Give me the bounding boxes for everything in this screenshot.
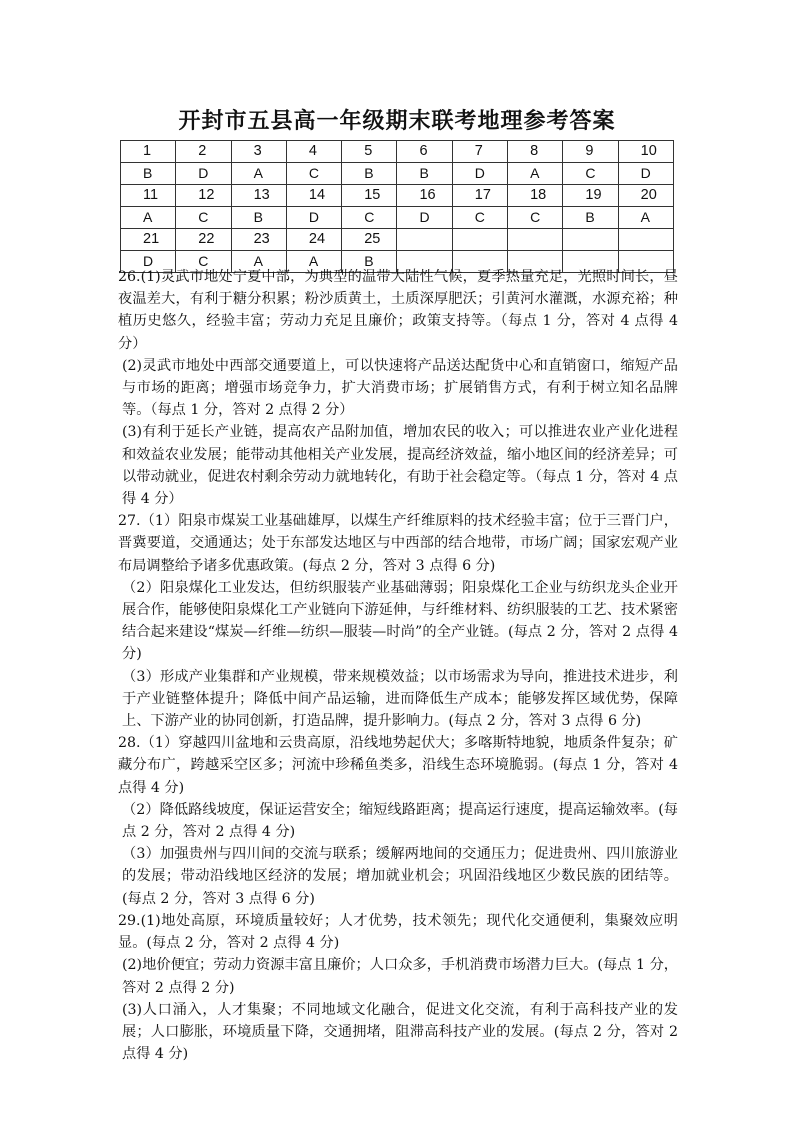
answer-paragraph: 28.（1）穿越四川盆地和云贵高原，沿线地势起伏大；多喀斯特地貌，地质条件复杂；矿藏分布广，跨越采空区多；河流中珍稀鱼类多，沿线生态环境脆弱。(每点 1 分，答对 4 点得 4 分) (118, 735, 678, 796)
table-cell: 1 (121, 141, 176, 163)
table-cell: A (231, 251, 286, 273)
answer-paragraph: 29.(1)地处高原，环境质量较好；人才优势，技术领先；现代化交通便利，集聚效应明显。(每点 2 分，答对 2 点得 4 分) (118, 912, 678, 952)
table-cell: 16 (397, 185, 452, 207)
table-cell: 25 (342, 229, 397, 251)
table-cell: 6 (397, 141, 452, 163)
table-cell: A (508, 163, 563, 185)
table-cell: 10 (618, 141, 673, 163)
table-cell: B (231, 207, 286, 229)
table-row (121, 229, 674, 251)
table-cell: 8 (508, 141, 563, 163)
table-cell: D (452, 163, 507, 185)
answer-paragraph: （3）加强贵州与四川间的交流与联系；缓解两地间的交通压力；促进贵州、四川旅游业的发展；带动沿线地区经济的发展；增加就业机会；巩固沿线地区少数民族的团结等。(每点 2 分，答对 3 点得 6 分) (122, 846, 678, 907)
table-cell: A (231, 163, 286, 185)
table-cell: 13 (231, 185, 286, 207)
answer-text (118, 266, 678, 1065)
table-cell: 15 (342, 185, 397, 207)
table-cell: 14 (286, 185, 341, 207)
table-cell: B (342, 251, 397, 273)
table-cell: B (563, 207, 618, 229)
table-row (121, 163, 674, 185)
table-cell: 3 (231, 141, 286, 163)
table-cell: 9 (563, 141, 618, 163)
table-cell: 23 (231, 229, 286, 251)
table-cell: B (121, 163, 176, 185)
table-cell: A (121, 207, 176, 229)
table-cell: 17 (452, 185, 507, 207)
table-cell: 22 (176, 229, 231, 251)
table-row (121, 141, 674, 163)
table-cell: 11 (121, 185, 176, 207)
table-cell: 7 (452, 141, 507, 163)
table-cell: 4 (286, 141, 341, 163)
answer-paragraph: (3)人口涌入，人才集聚；不同地域文化融合，促进文化交流，有利于高科技产业的发展；人口膨胀，环境质量下降，交通拥堵，阻滞高科技产业的发展。(每点 2 分，答对 2 点得 4 分) (122, 1001, 678, 1063)
table-cell: B (342, 163, 397, 185)
table-cell: C (342, 207, 397, 229)
table-cell (563, 229, 618, 251)
table-cell: A (618, 207, 673, 229)
answer-paragraph: （2）降低路线坡度，保证运营安全；缩短线路距离；提高运行速度，提高运输效率。(每点 2 分，答对 2 点得 4 分) (122, 801, 678, 841)
table-cell: 5 (342, 141, 397, 163)
table-cell: D (121, 251, 176, 273)
table-cell: C (286, 163, 341, 185)
table-cell: 2 (176, 141, 231, 163)
table-cell: C (508, 207, 563, 229)
table-row (121, 185, 674, 207)
table-cell: C (452, 207, 507, 229)
page-title: 开封市五县高一年级期末联考地理参考答案 (178, 109, 616, 134)
answer-table (120, 140, 674, 273)
answer-paragraph: 27.（1）阳泉市煤炭工业基础雄厚，以煤生产纤维原料的技术经验丰富；位于三晋门户，晋冀要道，交通通达；处于东部发达地区与中西部的结合地带，市场广阔；国家宏观产业布局调整给予诸多优惠政策。(每点 2 分，答对 3 点得 6 分) (118, 513, 678, 574)
table-cell: C (176, 207, 231, 229)
table-cell: 19 (563, 185, 618, 207)
answer-paragraph: (3)有利于延长产业链，提高农产品附加值，增加农民的收入；可以推进农业产业化进程和效益农业发展；能带动其他相关产业发展，提高经济效益，缩小地区间的经济差异；可以带动就业，促进农村剩余劳动力就地转化，有助于社会稳定等。（每点 1 分，答对 4 点得 4 分） (122, 424, 678, 508)
table-cell: 24 (286, 229, 341, 251)
answer-paragraph: （2）阳泉煤化工业发达，但纺织服装产业基础薄弱；阳泉煤化工企业与纺织龙头企业开展合作，能够使阳泉煤化工产业链向下游延伸，与纤维材料、纺织服装的工艺、技术紧密结合起来建设“煤炭—纤维—纺织—服装—时尚”的全产业链。(每点 2 分，答对 2 点得 4 分) (122, 579, 678, 663)
table-row (121, 207, 674, 229)
answer-paragraph: （3）形成产业集群和产业规模，带来规模效益；以市场需求为导向，推进技术进步，利于产业链整体提升；降低中间产品运输，进而降低生产成本；能够发挥区域优势，保障上、下游产业的协同创新，打造品牌，提升影响力。(每点 2 分，答对 3 点得 6 分) (122, 668, 678, 730)
table-cell (397, 229, 452, 251)
table-cell: 12 (176, 185, 231, 207)
table-cell (452, 229, 507, 251)
table-cell: D (176, 163, 231, 185)
answer-paragraph: (2)地价便宜；劳动力资源丰富且廉价；人口众多，手机消费市场潜力巨大。(每点 1 分，答对 2 点得 2 分) (122, 957, 678, 996)
table-cell: 21 (121, 229, 176, 251)
table-cell: 20 (618, 185, 673, 207)
table-cell: C (563, 163, 618, 185)
answer-paragraph: 26.(1)灵武市地处宁夏中部，为典型的温带大陆性气候，夏季热量充足，光照时间长，昼夜温差大，有利于糖分积累；粉沙质黄土，土质深厚肥沃；引黄河水灌溉，水源充裕；种植历史悠久，经验丰富；劳动力充足且廉价；政策支持等。（每点 1 分，答对 4 点得 4 分） (118, 269, 678, 352)
table-cell: D (397, 207, 452, 229)
table-cell (508, 229, 563, 251)
answer-paragraph: (2)灵武市地处中西部交通要道上，可以快速将产品送达配货中心和直销窗口，缩短产品与市场的距离；增强市场竞争力，扩大消费市场；扩展销售方式，有利于树立知名品牌等。（每点 1 分，答对 2 点得 2 分） (122, 357, 678, 419)
table-cell: C (176, 251, 231, 273)
table-cell: D (286, 207, 341, 229)
table-cell: 18 (508, 185, 563, 207)
table-cell: D (618, 163, 673, 185)
table-cell: A (286, 251, 341, 273)
table-cell: B (397, 163, 452, 185)
table-cell (618, 229, 673, 251)
